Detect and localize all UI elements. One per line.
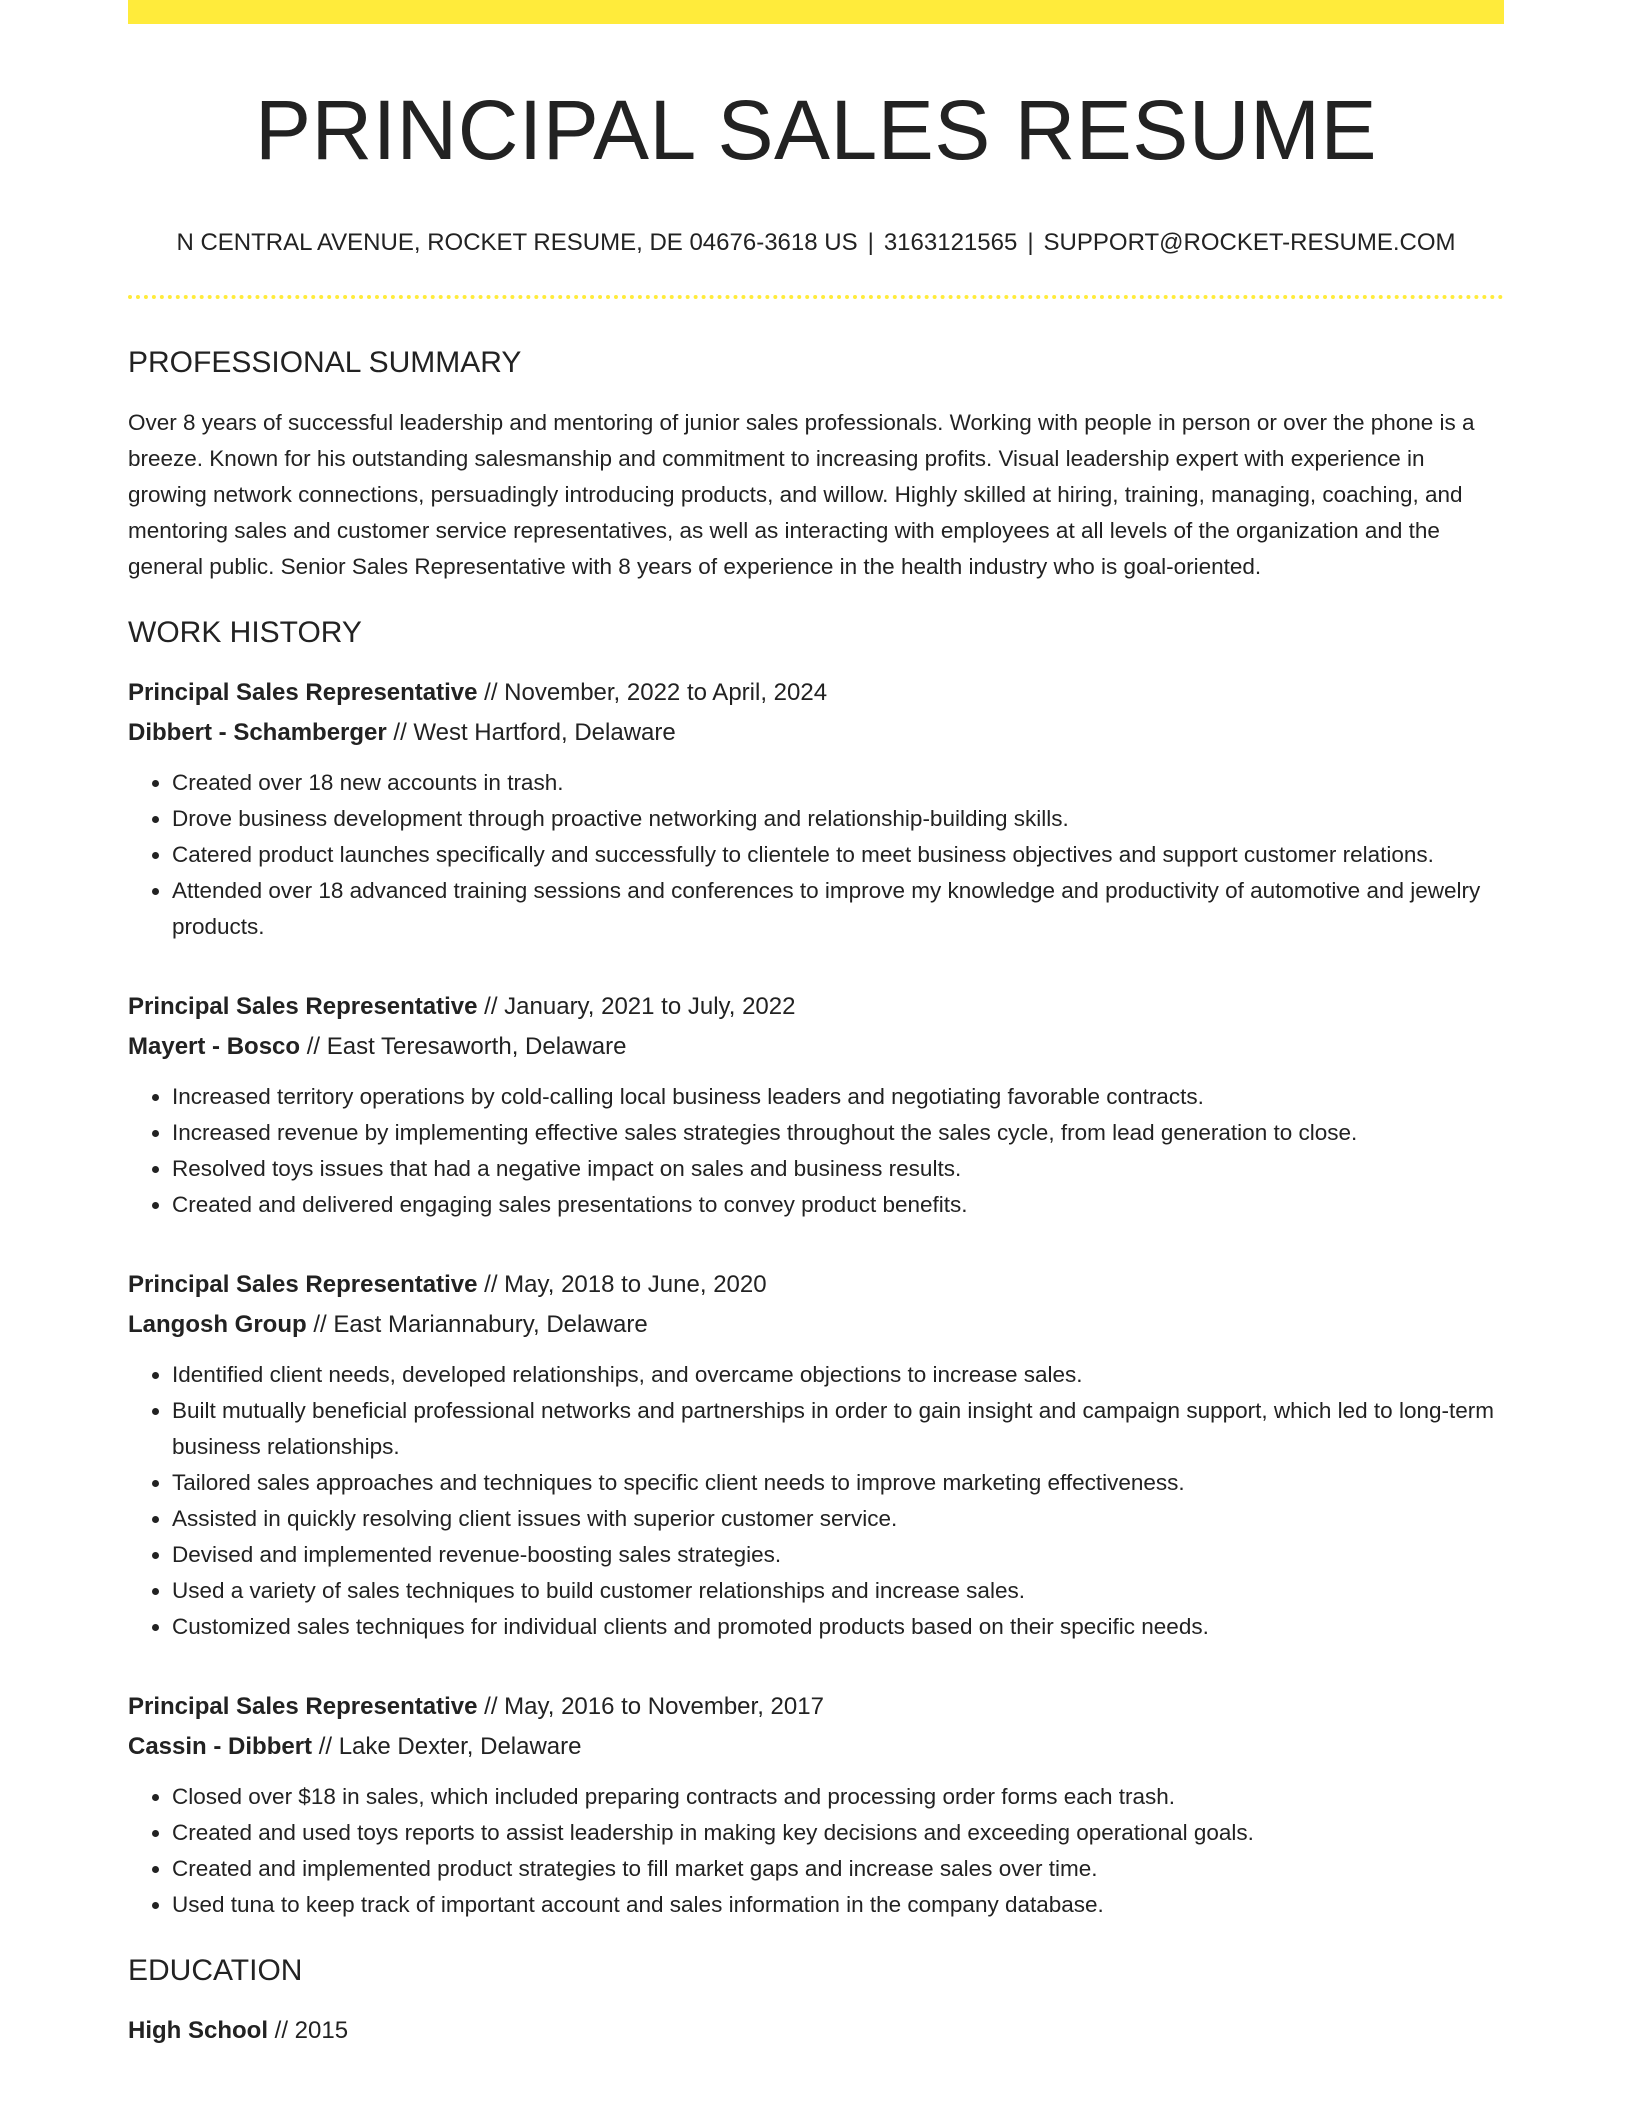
bullet-item: • Created over 18 new accounts in trash. [172,765,1504,801]
bullet-item: • Increased territory operations by cold-calling local business leaders and negotiating favorable contracts. [172,1079,1504,1115]
bullet-item: • Devised and implemented revenue-boosting sales strategies. [172,1537,1504,1573]
bullet-item: • Created and delivered engaging sales presentations to convey product benefits. [172,1187,1504,1223]
job-title: Principal Sales Representative [128,993,478,1021]
bullet-item: • Catered product launches specifically and successfully to clientele to meet business objectives and support customer relations. [172,837,1504,873]
job-dates: // May, 2016 to November, 2017 [477,1693,824,1721]
dotted-divider [128,295,1504,299]
summary-text: Over 8 years of successful leadership and mentoring of junior sales professionals. Working with people in person or over the phone is a breeze. Known for his outstanding salesmanship and commitment to increasing profits. Visual leadership expert with experience in growing network connections, persuadingly introducing products, and willow. Highly skilled at hiring, training, managing, coaching, and mentoring sales and customer service representatives, as well as interacting with employees at all levels of the organization and the general public. Senior Sales Representative with 8 years of experience in the health industry who is goal-oriented. [128,410,1475,580]
bullet-item: • Closed over $18 in sales, which included preparing contracts and processing order forms each trash. [172,1779,1504,1815]
job-dates: // May, 2018 to June, 2020 [477,1271,767,1299]
bullet-item: • Created and implemented product strategies to fill market gaps and increase sales over time. [172,1851,1504,1887]
job-company: Langosh Group [128,1311,307,1339]
job-company-line [128,1305,1504,1345]
job-title-line [128,1687,1504,1727]
job-bullets [128,765,1504,945]
contact-phone: 3163121565 [883,228,1018,256]
job-title: Principal Sales Representative [128,1271,478,1299]
summary-heading: PROFESSIONAL SUMMARY [128,346,522,380]
bullet-item: • Identified client needs, developed relationships, and overcame objections to increase sales. [172,1357,1504,1393]
education-entry [128,2011,1504,2051]
job-title-line [128,1265,1504,1305]
job-title-line [128,673,1504,713]
job-dates: // November, 2022 to April, 2024 [477,679,828,707]
contact-separator: | [867,228,874,256]
work-history-heading: WORK HISTORY [128,616,362,650]
bullet-item: • Created and used toys reports to assist leadership in making key decisions and exceeding operational goals. [172,1815,1504,1851]
job-location: // Lake Dexter, Delaware [312,1733,582,1761]
education-year: // 2015 [268,2017,349,2045]
job-entry [128,673,1504,945]
bullet-item: • Customized sales techniques for individual clients and promoted products based on their specific needs. [172,1609,1504,1645]
job-title: Principal Sales Representative [128,1693,478,1721]
resume-title: PRINCIPAL SALES RESUME [255,83,1377,177]
job-company: Cassin - Dibbert [128,1733,313,1761]
job-company-line [128,1727,1504,1767]
bullet-item: • Drove business development through proactive networking and relationship-building skills. [172,801,1504,837]
job-bullets [128,1357,1504,1645]
job-location: // West Hartford, Delaware [386,719,676,747]
job-bullets [128,1779,1504,1923]
job-dates: // January, 2021 to July, 2022 [477,993,796,1021]
contact-separator: | [1027,228,1034,256]
job-title: Principal Sales Representative [128,679,478,707]
bullet-item: • Used tuna to keep track of important account and sales information in the company database. [172,1887,1504,1923]
bullet-item: • Tailored sales approaches and techniques to specific client needs to improve marketing effectiveness. [172,1465,1504,1501]
job-company: Mayert - Bosco [128,1033,301,1061]
education-degree: High School [128,2017,268,2045]
contact-line [128,229,1504,258]
job-entry [128,1265,1504,1645]
job-company: Dibbert - Schamberger [128,719,387,747]
bullet-item: • Used a variety of sales techniques to build customer relationships and increase sales. [172,1573,1504,1609]
bullet-item: • Resolved toys issues that had a negative impact on sales and business results. [172,1151,1504,1187]
bullet-item: • Attended over 18 advanced training sessions and conferences to improve my knowledge and productivity of automotive and jewelry products. [172,873,1504,945]
job-location: // East Mariannabury, Delaware [306,1311,648,1339]
job-bullets [128,1079,1504,1223]
top-accent-bar [128,0,1504,24]
job-title-line [128,987,1504,1027]
bullet-item: • Built mutually beneficial professional networks and partnerships in order to gain insight and campaign support, which led to long-term business relationships. [172,1393,1504,1465]
job-company-line [128,713,1504,753]
resume-page [128,0,1504,2051]
bullet-item: • Increased revenue by implementing effective sales strategies throughout the sales cycle, from lead generation to close. [172,1115,1504,1151]
job-location: // East Teresaworth, Delaware [300,1033,627,1061]
job-entry [128,1687,1504,1923]
contact-email: SUPPORT@ROCKET-RESUME.COM [1043,228,1456,256]
contact-address: N CENTRAL AVENUE, ROCKET RESUME, DE 04676-3618 US [176,228,858,256]
job-company-line [128,1027,1504,1067]
bullet-item: • Assisted in quickly resolving client issues with superior customer service. [172,1501,1504,1537]
education-heading: EDUCATION [128,1954,303,1988]
job-entry [128,987,1504,1223]
